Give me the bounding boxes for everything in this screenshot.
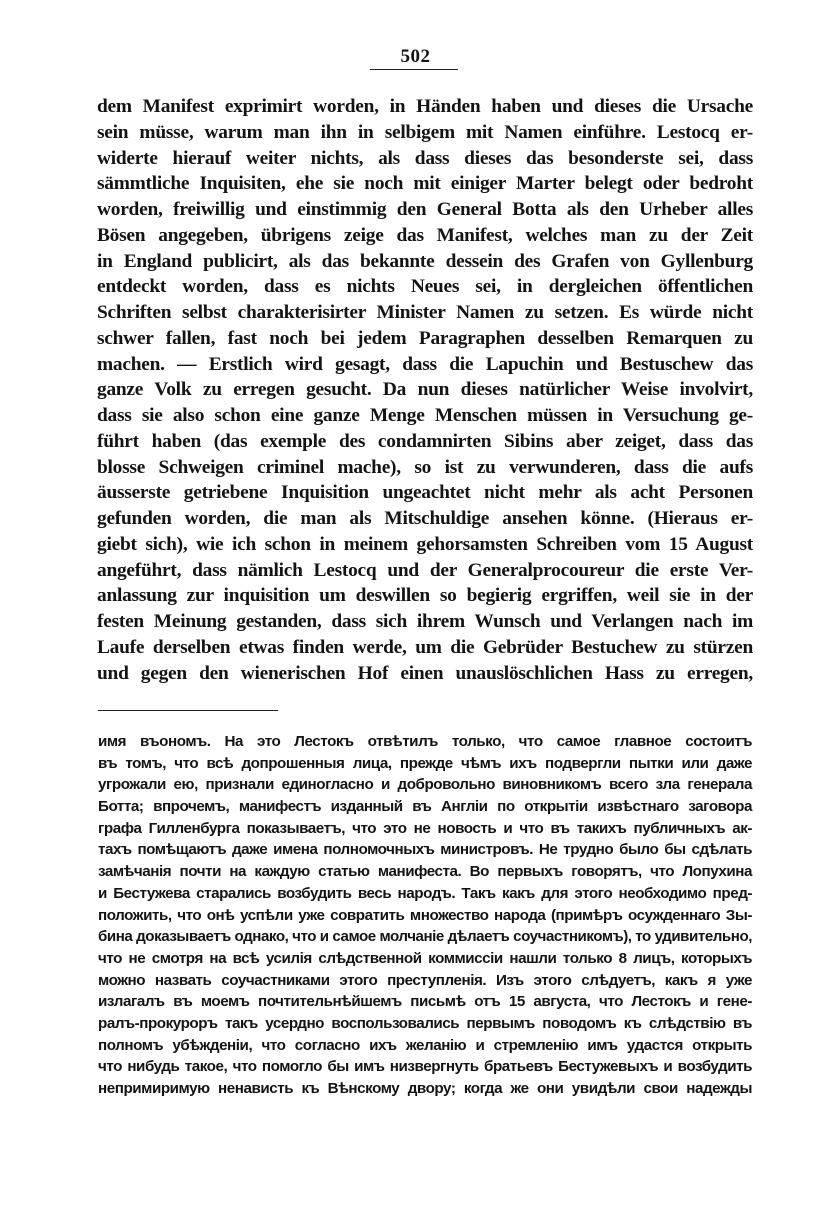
footnote-line: что нибудь такое, что помогло бы имъ низвергнуть братьевъ Бестужевыхъ и возбудить <box>98 1058 752 1076</box>
footnote-line: полномъ убѣжденіи, что согласно ихъ желанію и стремленію имъ удастся открыть <box>98 1036 752 1054</box>
footnote-line: положить, что онѣ успѣли уже совратить множество народа (примѣръ осужденнаго Зы- <box>98 906 752 924</box>
body-line: führt haben (das exemple des condamnirten Sibins aber zeiget, dass das <box>97 430 753 452</box>
footnote-line: Ботта; впрочемъ, манифестъ изданный въ Англіи по открытіи извѣстнаго заговора <box>98 798 752 816</box>
footnote-line: и Бестужева старались возбудить весь народъ. Такъ какъ для этого необходимо пред- <box>98 884 752 902</box>
body-line: machen. — Erstlich wird gesagt, dass die Lapuchin und Bestuschew das <box>97 353 753 375</box>
footnote-line: въ томъ, что всѣ допрошенныя лица, прежде чѣмъ ихъ подвергли пытки или даже <box>98 754 752 772</box>
body-line: schwer fallen, fast noch bei jedem Paragraphen desselben Remarquen zu <box>97 327 753 349</box>
page-number: 502 <box>400 46 431 67</box>
footnote-line: тахъ помѣщаютъ даже имена полномочныхъ министровъ. Не трудно было бы сдѣлать <box>98 841 752 859</box>
body-line: angeführt, dass nämlich Lestocq und der Generalprocoureur die erste Ver- <box>97 559 753 581</box>
body-line: blosse Schweigen criminel mache), so ist zu verwunderen, dass die aufs <box>97 456 753 478</box>
footnote-line: бина доказываетъ однако, что и самое молчаніе дѣлаетъ соучастникомъ), то удивительно, <box>98 928 753 946</box>
body-line: anlassung zur inquisition um deswillen so begierig ergriffen, weil sie in der <box>97 585 753 607</box>
footnote-line: что не смотря на всѣ усилія слѣдственной коммиссіи нашли только 8 лицъ, которыхъ <box>98 949 752 967</box>
footnote-line: графа Гилленбурга показываетъ, что это не новость и что въ такихъ публичныхъ ак- <box>98 819 752 837</box>
body-line: festen Meinung gestanden, dass sich ihrem Wunsch und Verlangen nach im <box>97 611 753 632</box>
body-line: ganze Volk zu erregen gesucht. Da nun dieses natürlicher Weise involvirt, <box>97 379 753 401</box>
footnote-line: замѣчанія почти на каждую статью манифеста. Во первыхъ говорятъ, что Лопухина <box>98 863 752 881</box>
body-line: giebt sich), wie ich schon in meinem gehorsamsten Schreiben vom 15 August <box>97 533 753 555</box>
body-line: entdeckt worden, dass es nichts Neues sei, in dergleichen öffentlichen <box>97 276 753 298</box>
footnote-rule <box>98 710 278 711</box>
body-line: sämmtliche Inquisiten, ehe sie noch mit einiger Marter belegt oder bedroht <box>97 173 753 195</box>
main-body-text <box>97 94 753 686</box>
footnote-line: угрожали ею, признали единогласно и добровольно виновникомъ всего зла генерала <box>98 776 752 794</box>
body-line: dem Manifest exprimirt worden, in Händen haben und dieses die Ursache <box>97 96 753 117</box>
footnote-line: можно назвать соучастниками этого преступленія. Изъ этого слѣдуетъ, какъ я уже <box>98 971 752 989</box>
body-line: sein müsse, warum man ihn in selbigem mit Namen einführe. Lestocq er- <box>97 121 753 143</box>
body-line: und gegen den wienerischen Hof einen unauslöschlichen Hass zu erregen, <box>97 662 753 684</box>
body-line: Schriften selbst charakterisirter Minister Namen zu setzen. Es würde nicht <box>97 302 753 323</box>
footnote-line: ралъ-прокуроръ такъ усердно воспользовались первымъ поводомъ къ слѣдствію въ <box>98 1014 752 1032</box>
footnote-line: непримиримую ненависть къ Вѣнскому двору; когда же они увидѣли свои надежды <box>98 1080 752 1097</box>
footnote-line: имя въономъ. На это Лестокъ отвѣтилъ только, что самое главное состоитъ <box>98 733 752 750</box>
footnote-line: излагалъ въ моемъ почтительнѣйшемъ письмѣ отъ 15 августа, что Лестокъ и гене- <box>98 993 752 1011</box>
body-line: in England publicirt, als das bekannte dessein des Grafen von Gyllenburg <box>97 250 753 272</box>
body-line: Bösen angegeben, übrigens zeige das Manifest, welches man zu der Zeit <box>97 224 753 246</box>
body-line: dass sie also schon eine ganze Menge Menschen müssen in Versuchung ge- <box>97 405 753 426</box>
body-line: gefunden worden, die man als Mitschuldige ansehen könne. (Hieraus er- <box>97 508 753 529</box>
body-line: äusserste getriebene Inquisition ungeachtet nicht mehr als acht Personen <box>97 482 753 504</box>
body-line: widerte hierauf weiter nichts, als dass dieses das besonderste sei, dass <box>97 147 753 169</box>
header-rule <box>370 69 458 70</box>
footnote-text <box>98 731 752 1100</box>
body-line: Laufe derselben etwas finden werde, um die Gebrüder Bestuchew zu stürzen <box>97 636 753 658</box>
body-line: worden, freiwillig und einstimmig den General Botta als den Urheber alles <box>97 199 753 220</box>
